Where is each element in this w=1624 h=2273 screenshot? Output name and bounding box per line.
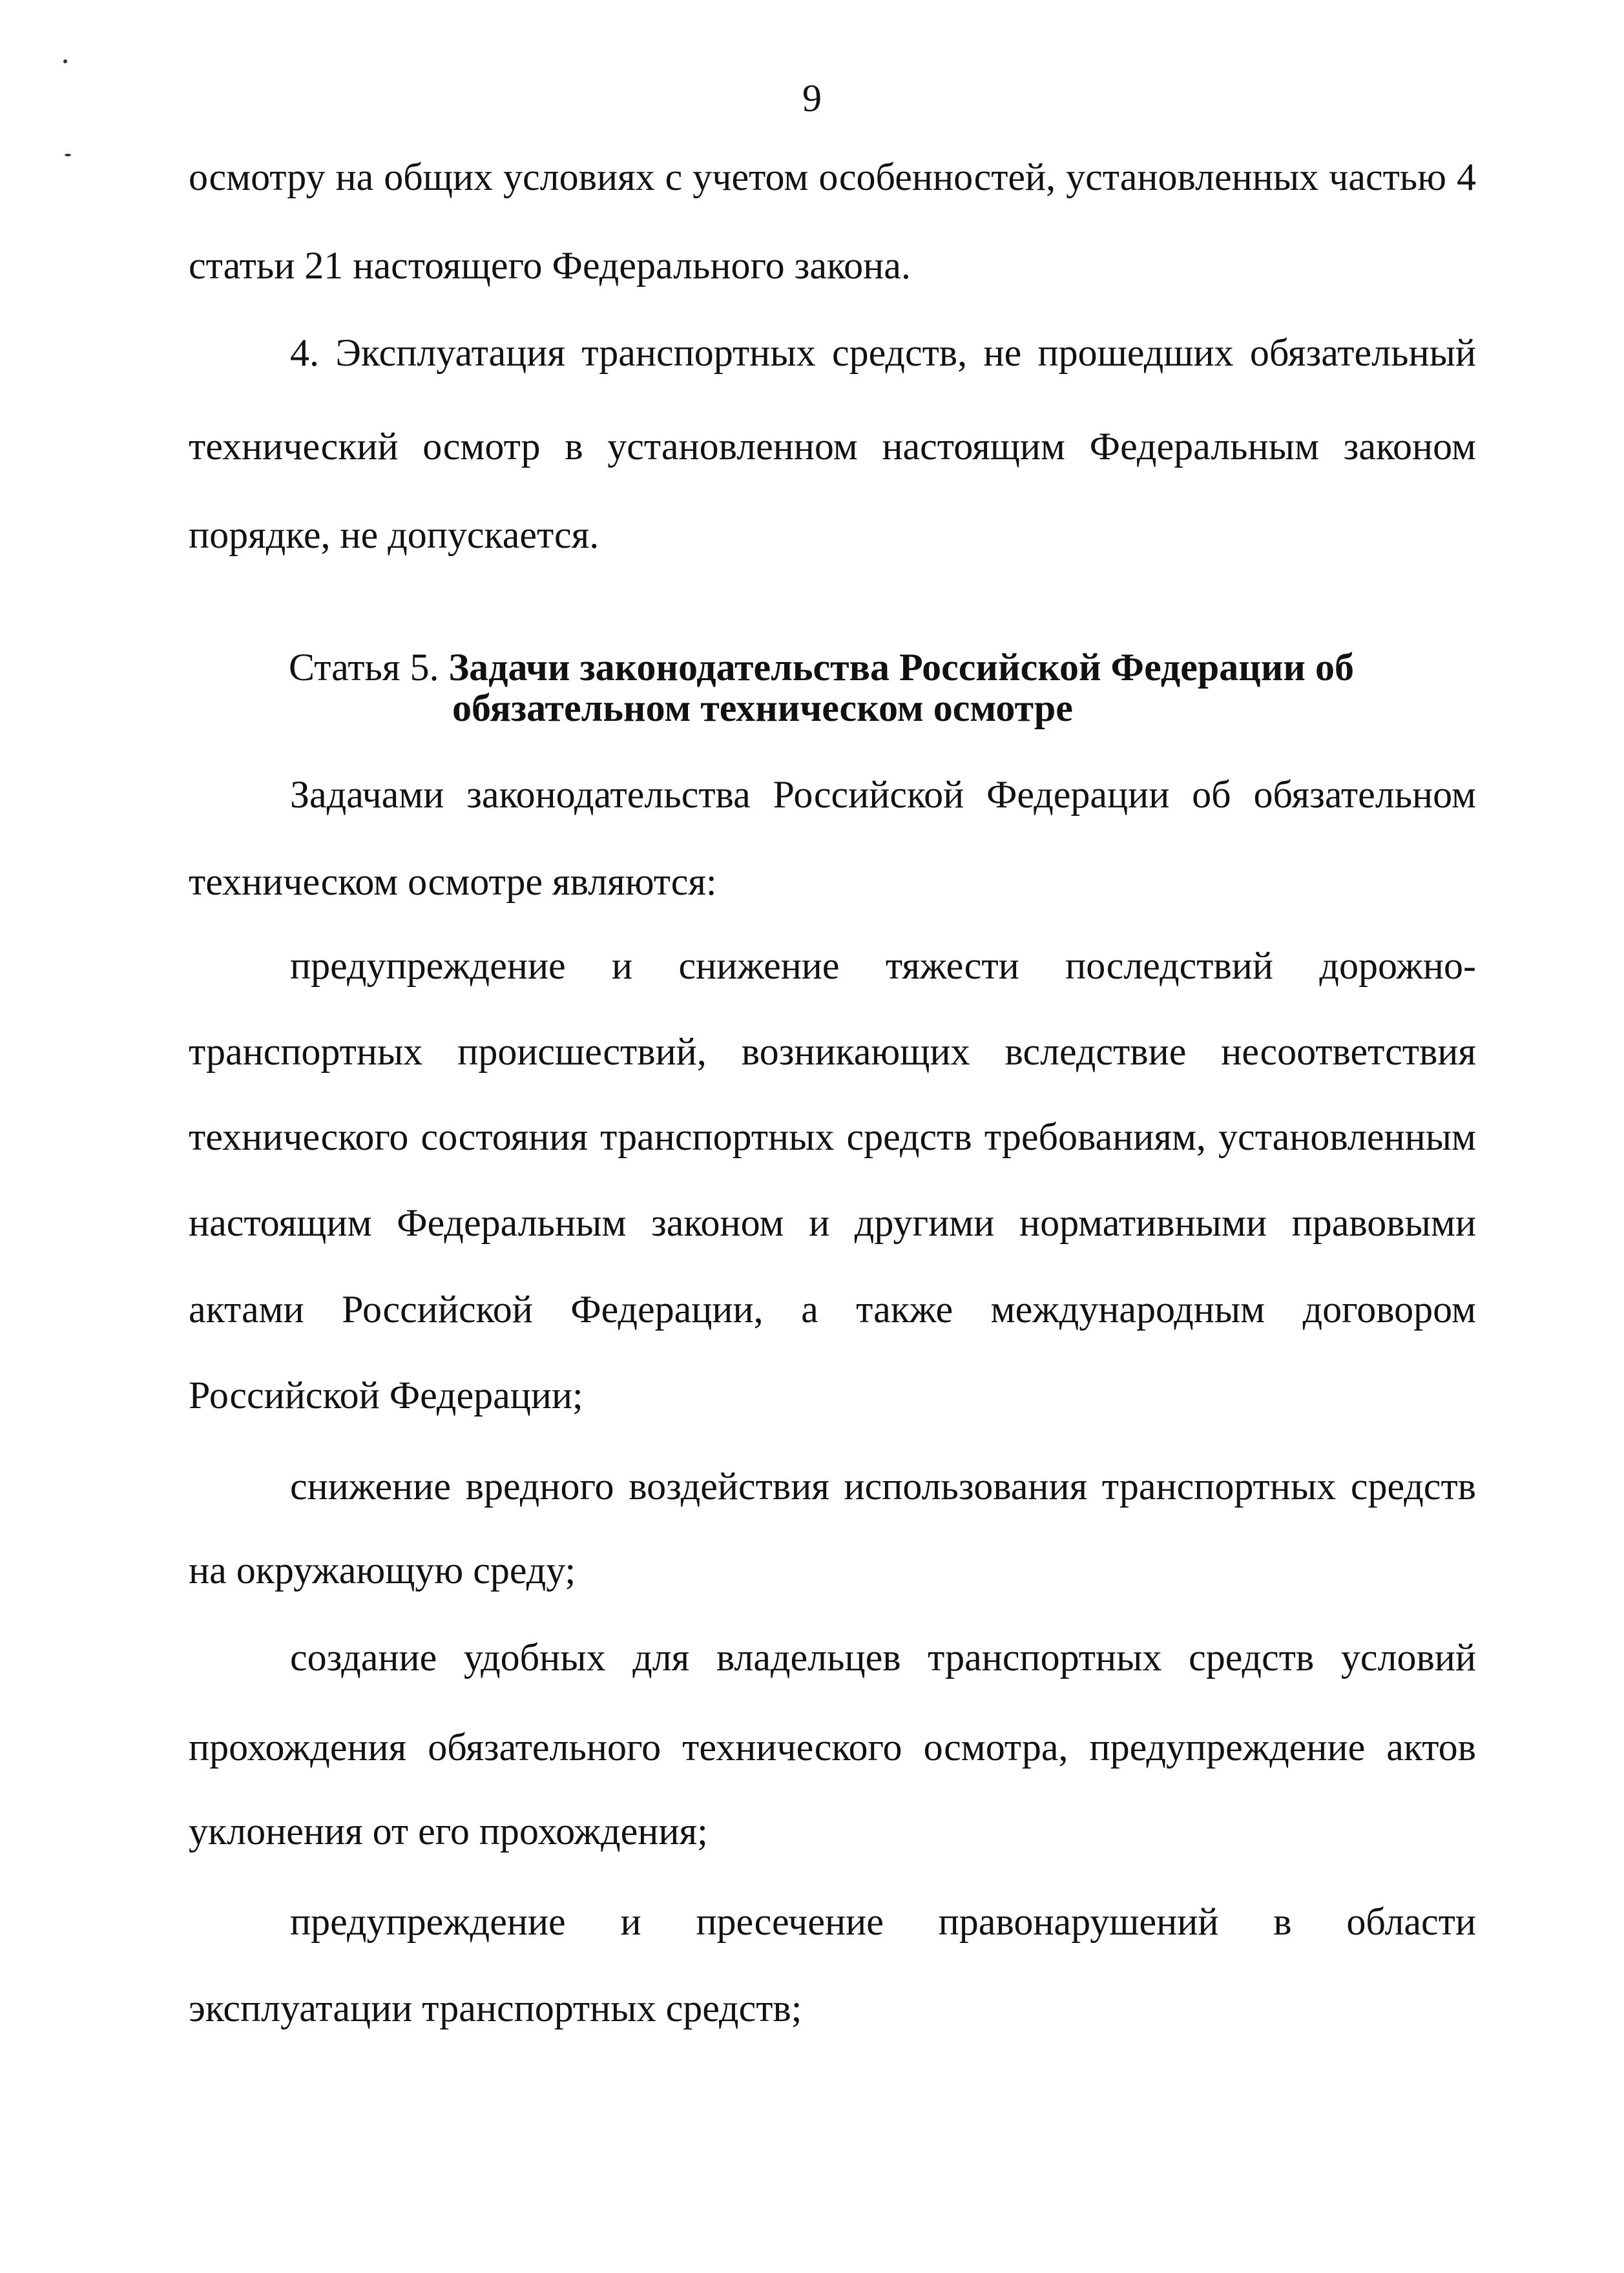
text-line: Российской Федерации; xyxy=(189,1374,583,1417)
text-line: транспортных происшествий, возникающих вследствие несоответствия xyxy=(189,1030,1476,1073)
text-line: техническом осмотре являются: xyxy=(189,860,717,903)
article-prefix: Статья 5. xyxy=(289,646,449,689)
article-heading-line2 xyxy=(452,685,1073,731)
text-line: 4. Эксплуатация транспортных средств, не прошедших обязательный xyxy=(290,331,1476,374)
text-line: Задачами законодательства Российской Федерации об обязательном xyxy=(290,773,1476,816)
text-line: настоящим Федеральным законом и другими нормативными правовыми xyxy=(189,1201,1476,1244)
text-line: на окружающую среду; xyxy=(189,1549,576,1592)
text-line: статьи 21 настоящего Федерального закона. xyxy=(189,244,911,287)
text-line: осмотру на общих условиях с учетом особенностей, установленных частью 4 xyxy=(189,156,1476,198)
text-line: технического состояния транспортных средств требованиям, установленным xyxy=(189,1116,1476,1158)
scan-speck xyxy=(63,59,67,63)
text-line: снижение вредного воздействия использования транспортных средств xyxy=(290,1465,1476,1508)
text-line: эксплуатации транспортных средств; xyxy=(189,1987,802,2029)
text-line: создание удобных для владельцев транспортных средств условий xyxy=(290,1636,1476,1679)
page-number: 9 xyxy=(802,77,822,119)
article-heading-line1 xyxy=(289,644,1354,690)
article-title-cont: обязательном техническом осмотре xyxy=(452,687,1073,729)
scan-speck xyxy=(65,154,71,156)
text-line: прохождения обязательного технического осмотра, предупреждение актов xyxy=(189,1726,1476,1769)
text-line: технический осмотр в установленном настоящим Федеральным законом xyxy=(189,425,1476,468)
text-line: актами Российской Федерации, а также международным договором xyxy=(189,1288,1476,1331)
article-title: Задачи законодательства Российской Федерации об xyxy=(448,646,1354,689)
text-line: уклонения от его прохождения; xyxy=(189,1810,708,1853)
text-line: порядке, не допускается. xyxy=(189,514,599,556)
text-line: предупреждение и пресечение правонарушений в области xyxy=(290,1900,1476,1943)
text-line: предупреждение и снижение тяжести последствий дорожно- xyxy=(290,944,1476,987)
